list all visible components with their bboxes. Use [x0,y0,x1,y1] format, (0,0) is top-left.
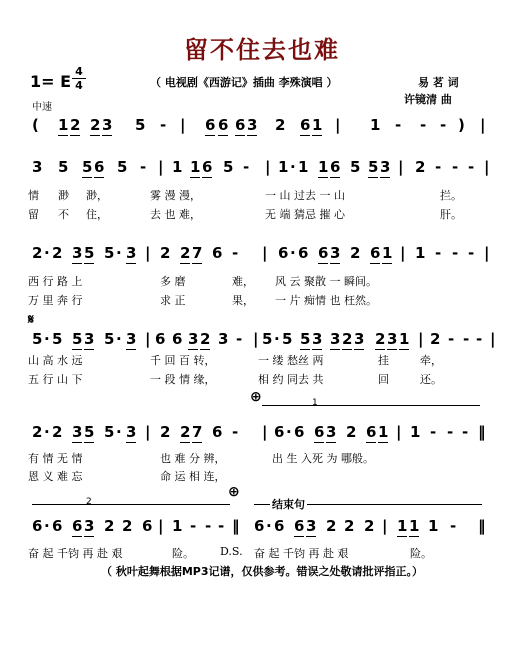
barline: | [398,158,404,176]
note-token: 6 [314,423,325,441]
note-token: - [462,423,469,441]
staff-line-6 [0,517,524,539]
note-token: 5 [52,330,63,348]
lyric-segment: 也 难 分 辨， [160,452,226,465]
note-token: - [452,158,459,176]
note-token: - [420,116,427,134]
lyric-segment: 求 正 [160,294,186,307]
note-token: 5 [282,330,293,348]
note-token: 2 [32,423,43,441]
note-token: - [448,330,455,348]
note-token: 1 [318,158,329,176]
barline: | [158,517,164,535]
volta-2-label: 2 [86,497,92,507]
note-token: - [218,517,225,535]
note-token: - [205,517,212,535]
lyric-segment: 命 运 相 连， [160,470,226,483]
barline: | [484,244,490,262]
note-token: 6 [366,423,377,441]
note-token: - [232,244,239,262]
barline: | [335,116,341,134]
note-token: 3 [330,244,341,262]
note-token: 6 [298,244,309,262]
lyric-segment: 无 端 猜忌 摧 心 [265,208,345,221]
coda-icon-2: ⊕ [228,484,240,500]
note-token: · [44,423,50,441]
note-token: 3 [72,423,83,441]
note-token: 3 [354,330,365,348]
time-signature-top: 4 [75,65,83,78]
note-token: 2 [90,116,101,134]
barline: | [158,158,164,176]
note-token: - [468,244,475,262]
note-token: - [243,158,250,176]
note-token: 1 [378,423,389,441]
note-token: 2 [52,244,63,262]
note-token: - [140,158,147,176]
note-token: · [290,244,296,262]
lyric-segment: 山 高 水 远 [28,354,83,367]
lyric-segment: 有 情 无 情 [28,452,83,465]
lyric-segment: 一 山 过去 一 山 [265,189,345,202]
tempo-marking: 中速 [32,102,52,113]
lyric-segment: 万 里 奔 行 [28,294,83,307]
note-token: 6 [142,517,153,535]
note-token: 3 [126,330,137,348]
lyric-segment: 情 [28,189,39,202]
note-token: 5 [135,116,146,134]
note-token: 6 [254,517,265,535]
barline: | [400,244,406,262]
note-token: - [395,116,402,134]
note-token: - [236,330,243,348]
note-token: · [116,244,122,262]
lyric-segment: 奋 起 千钧 再 赴 艰 [254,547,349,560]
key-signature: 1= E [30,72,72,91]
note-token: 5 [84,423,95,441]
note-token: 2 [70,116,81,134]
lyric-segment: 牵， [420,354,442,367]
note-token: 5 [368,158,379,176]
subtitle: （ 电视剧《西游记》插曲 李殊演唱 ） [150,76,338,89]
staff-line-2 [0,158,524,180]
note-token: 3 [188,330,199,348]
staff-line-1 [0,116,524,138]
lyric-segment: 回 [378,373,389,386]
note-token: 1 [410,423,421,441]
lyric-segment: 多 磨 [160,275,186,288]
note-token: 2 [122,517,133,535]
note-token: 5 [223,158,234,176]
segno-icon: 𝄋 [28,312,35,328]
note-token: 6 [294,423,305,441]
note-token: 6 [155,330,166,348]
note-token: · [266,517,272,535]
note-token: 1 [397,517,408,535]
lyric-segment: 去 也 难， [150,208,201,221]
lyric-segment: 果， [232,294,254,307]
note-token: 5 [58,158,69,176]
song-title: 留不住去也难 [184,36,340,64]
note-token: 2 [350,244,361,262]
note-token: 6 [278,244,289,262]
note-token: 3 [247,116,258,134]
lyric-segment: D.S. [220,545,243,558]
note-token: 6 [218,116,229,134]
note-token: 7 [192,244,203,262]
note-token: 6 [330,158,341,176]
note-token: 2 [180,423,191,441]
lyric-segment: 奋 起 千钧 再 赴 艰 [28,547,123,560]
note-token: 2 [180,244,191,262]
note-token: 2 [364,517,375,535]
barline: ‖ [232,517,240,535]
lyric-segment: 还。 [420,373,442,386]
barline: | [262,244,268,262]
lyric-segment: 渺 [58,189,69,202]
coda-icon: ⊕ [250,389,262,405]
staff-line-4 [0,330,524,352]
note-token: 6 [294,517,305,535]
note-token: - [440,116,447,134]
note-token: 1 [172,517,183,535]
note-token: 5 [262,330,273,348]
note-token: 6 [274,517,285,535]
note-token: 2 [160,423,171,441]
note-token: - [435,244,442,262]
lyric-segment: 出 生 入死 为 哪般。 [272,452,374,465]
note-token: - [463,330,470,348]
volta-1-bracket [262,405,480,406]
note-token: 3 [72,244,83,262]
note-token: 7 [192,423,203,441]
note-token: 1 [298,158,309,176]
lyric-segment: 住， [86,208,108,221]
lyric-segment: 不 [58,208,69,221]
note-token: 5 [104,330,115,348]
note-token: 2 [160,244,171,262]
barline: | [145,330,151,348]
note-token: - [468,158,475,176]
note-token: - [160,116,167,134]
note-token: · [44,244,50,262]
volta-1-label: 1 [312,398,318,408]
note-token: 5 [300,330,311,348]
note-token: 3 [306,517,317,535]
note-token: 1 [415,244,426,262]
note-token: 5 [104,244,115,262]
lyric-segment: 雾 漫 漫， [150,189,201,202]
note-token: 1 [428,517,439,535]
note-token: 3 [32,158,43,176]
lyric-segment: 拦。 [440,189,462,202]
note-token: 3 [84,330,95,348]
lyricist-credit: 易 茗 词 [418,76,459,89]
note-token: · [116,330,122,348]
lyric-segment: 留 [28,208,39,221]
barline: | [396,423,402,441]
note-token: 6 [370,244,381,262]
note-token: 3 [312,330,323,348]
barline: | [382,517,388,535]
note-token: 1 [58,116,69,134]
lyric-segment: 险。 [410,547,432,560]
note-token: ( [32,116,39,134]
note-token: 1 [382,244,393,262]
lyric-segment: 一 缕 愁丝 两 [258,354,324,367]
note-token: 1 [172,158,183,176]
note-token: 2 [275,116,286,134]
note-token: · [44,517,50,535]
note-token: · [274,330,280,348]
note-token: 3 [84,517,95,535]
note-token: - [447,423,454,441]
note-token: 5 [117,158,128,176]
time-signature [72,66,86,91]
note-token: 1 [370,116,381,134]
note-token: 5 [32,330,43,348]
note-token: 6 [202,158,213,176]
note-token: 1 [312,116,323,134]
note-token: - [430,423,437,441]
note-token: 3 [326,423,337,441]
barline: | [418,330,424,348]
note-token: 2 [346,423,357,441]
note-token: 2 [52,423,63,441]
barline: | [180,116,186,134]
note-token: · [44,330,50,348]
note-token: - [232,423,239,441]
note-token: 6 [52,517,63,535]
lyric-segment: 肝。 [440,208,462,221]
barline: | [145,244,151,262]
note-token: 2 [342,330,353,348]
note-token: 6 [205,116,216,134]
ending-label: 结束句 [272,498,305,511]
note-token: - [476,330,483,348]
note-token: 6 [300,116,311,134]
barline: | [480,116,486,134]
note-token: - [190,517,197,535]
barline: | [484,158,490,176]
note-token: 2 [104,517,115,535]
lyric-segment: 挂 [378,354,389,367]
note-token: 3 [380,158,391,176]
note-token: 2 [375,330,386,348]
note-token: 6 [94,158,105,176]
note-token: 1 [409,517,420,535]
barline: ‖ [478,517,486,535]
barline: | [262,423,268,441]
note-token: 2 [200,330,211,348]
staff-line-5 [0,423,524,445]
lyric-segment: 西 行 路 上 [28,275,83,288]
note-token: 5 [104,423,115,441]
note-token: · [116,423,122,441]
note-token: 5 [350,158,361,176]
time-signature-bottom: 4 [75,79,83,92]
note-token: 6 [235,116,246,134]
note-token: 3 [102,116,113,134]
note-token: 3 [330,330,341,348]
note-token: 6 [32,517,43,535]
staff-line-3 [0,244,524,266]
note-token: - [452,244,459,262]
lyric-segment: 难， [232,275,254,288]
note-token: 5 [84,244,95,262]
note-token: 3 [126,244,137,262]
barline: | [265,158,271,176]
note-token: 3 [387,330,398,348]
barline: ‖ [478,423,486,441]
note-token: 3 [218,330,229,348]
note-token: 6 [318,244,329,262]
note-token: ) [458,116,465,134]
volta-2-bracket [32,504,230,505]
barline: | [145,423,151,441]
lyric-segment: 一 片 痴情 也 枉然。 [275,294,377,307]
note-token: 1 [278,158,289,176]
lyric-segment: 五 行 山 下 [28,373,83,386]
note-token: 6 [72,517,83,535]
lyric-segment: 风 云 聚散 一 瞬间。 [275,275,377,288]
note-token: 2 [344,517,355,535]
note-token: 2 [430,330,441,348]
note-token: 6 [212,244,223,262]
note-token: - [450,517,457,535]
note-token: · [290,158,296,176]
note-token: 1 [399,330,410,348]
note-token: 2 [326,517,337,535]
note-token: 5 [72,330,83,348]
lyric-segment: 恩 义 难 忘 [28,470,83,483]
lyric-segment: 险。 [172,547,194,560]
note-token: 6 [274,423,285,441]
footnote: （ 秋叶起舞根据MP3记谱，仅供参考。错误之处敬请批评指正。） [101,565,423,578]
note-token: 2 [415,158,426,176]
lyric-segment: 渺， [86,189,108,202]
note-token: · [286,423,292,441]
note-token: - [435,158,442,176]
note-token: 5 [82,158,93,176]
lyric-segment: 相 约 同去 共 [258,373,324,386]
note-token: 2 [32,244,43,262]
lyric-segment: 千 回 百 转， [150,354,216,367]
barline: | [253,330,259,348]
composer-credit: 许镜清 曲 [404,93,452,106]
note-token: 3 [126,423,137,441]
lyric-segment: 一 段 情 缘， [150,373,216,386]
note-token: 1 [190,158,201,176]
note-token: 6 [212,423,223,441]
barline: | [490,330,496,348]
note-token: 6 [172,330,183,348]
